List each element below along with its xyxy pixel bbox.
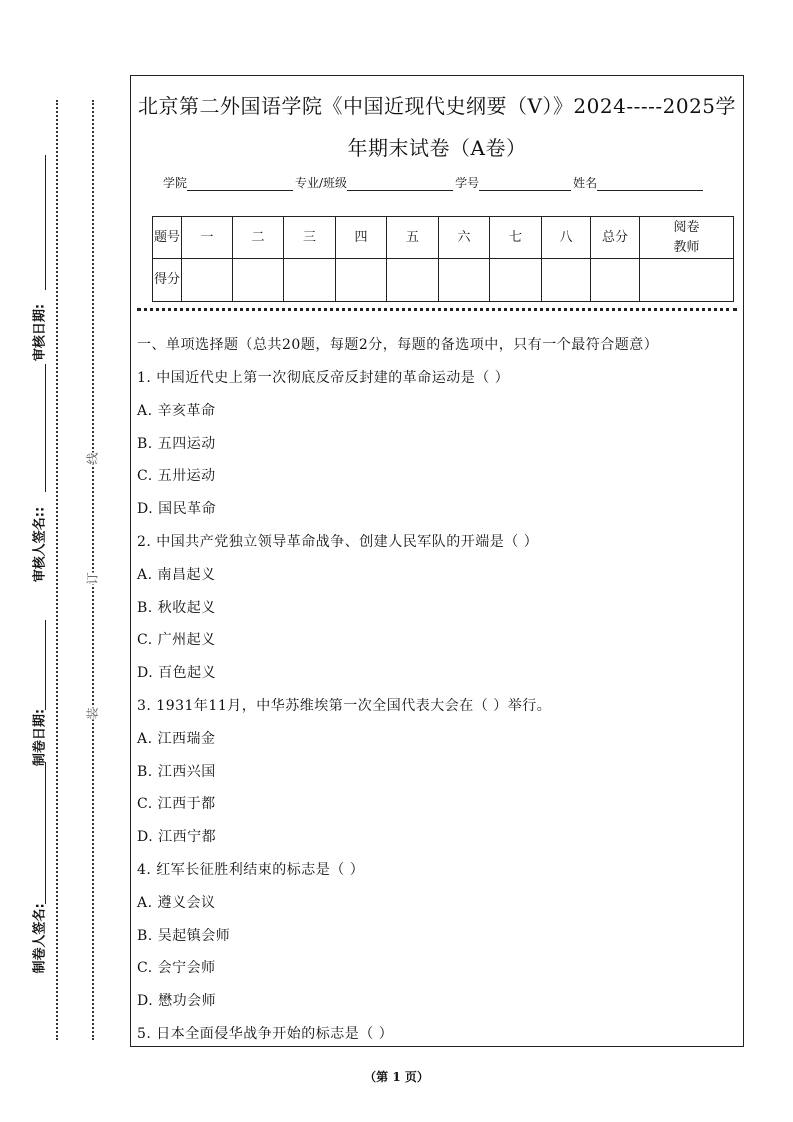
section-heading: 一、单项选择题（总共20题，每题2分，每题的备选项中，只有一个最符合题意） [137, 337, 659, 353]
answer-option: C. 五卅运动 [137, 468, 216, 485]
column-header: 四 [336, 217, 387, 259]
answer-option: B. 五四运动 [137, 435, 216, 452]
exam-title: 北京第二外国语学院《中国近现代史纲要（V）》2024-----2025学 [137, 94, 737, 118]
cut-dotted-line [92, 100, 94, 1040]
signature-line [45, 364, 46, 492]
answer-option: A. 江西瑞金 [137, 730, 216, 747]
student-info [163, 174, 705, 191]
exam-title-line2: 年期末试卷（A卷） [347, 136, 527, 160]
question-stem: 2. 中国共产党独立领导革命战争、创建人民军队的开端是（ ） [137, 534, 539, 550]
exam-content-frame [130, 75, 744, 1047]
score-cell[interactable] [490, 259, 542, 302]
page-number: （第 1 页） [364, 1070, 429, 1084]
compiler-signature-label: 制卷人签名: [32, 903, 48, 974]
score-cell[interactable] [439, 259, 490, 302]
compile-date-label: 制卷日期: [32, 708, 48, 767]
fold-mark: 装 [85, 707, 100, 720]
column-header: 阅卷教师 [640, 217, 734, 259]
major-label: 专业/班级 [295, 176, 348, 190]
answer-option: A. 辛亥革命 [137, 402, 216, 419]
answer-option: D. 百色起义 [137, 665, 217, 682]
answer-option: D. 国民革命 [137, 501, 217, 518]
answer-option: B. 秋收起义 [137, 599, 216, 616]
question-stem: 3. 1931年11月，中华苏维埃第一次全国代表大会在（ ）举行。 [137, 698, 552, 714]
answer-option: C. 会宁会师 [137, 960, 216, 977]
question-stem: 4. 红军长征胜利结束的标志是（ ） [137, 862, 365, 878]
score-cell[interactable] [336, 259, 387, 302]
score-cell[interactable] [233, 259, 284, 302]
separator-dotted-line [137, 308, 737, 311]
college-label: 学院 [163, 176, 188, 190]
row-label-question-no: 题号 [153, 217, 182, 259]
student-id-field[interactable] [479, 178, 571, 191]
name-field[interactable] [597, 178, 703, 191]
answer-option: B. 江西兴国 [137, 763, 216, 780]
answer-option: C. 江西于都 [137, 796, 216, 813]
column-header: 总分 [591, 217, 640, 259]
answer-option: D. 懋功会师 [137, 993, 217, 1010]
row-label-score: 得分 [153, 259, 182, 302]
column-header: 一 [182, 217, 233, 259]
question-stem: 1. 中国近代史上第一次彻底反帝反封建的革命运动是（ ） [137, 370, 510, 386]
binding-dotted-line [56, 100, 58, 1040]
signature-line [45, 155, 46, 290]
bind-mark: 订 [85, 572, 100, 585]
column-header: 三 [284, 217, 336, 259]
column-header: 八 [542, 217, 591, 259]
answer-option: A. 遵义会议 [137, 894, 216, 911]
line-mark: 线 [85, 452, 100, 465]
score-cell[interactable] [542, 259, 591, 302]
signature-line [45, 762, 46, 904]
answer-option: C. 广州起义 [137, 632, 216, 649]
score-cell[interactable] [182, 259, 233, 302]
student-id-label: 学号 [455, 176, 480, 190]
review-date-label: 审核日期: [32, 303, 48, 362]
score-cell[interactable] [284, 259, 336, 302]
score-table [152, 216, 734, 302]
college-field[interactable] [187, 178, 293, 191]
signature-line [45, 620, 46, 710]
question-stem: 5. 日本全面侵华战争开始的标志是（ ） [137, 1026, 394, 1042]
score-cell[interactable] [591, 259, 640, 302]
column-header: 二 [233, 217, 284, 259]
answer-option: D. 江西宁都 [137, 829, 217, 846]
answer-option: A. 南昌起义 [137, 566, 216, 583]
name-label: 姓名 [573, 176, 598, 190]
column-header: 五 [387, 217, 439, 259]
score-cell[interactable] [387, 259, 439, 302]
column-header: 七 [490, 217, 542, 259]
major-field[interactable] [347, 178, 453, 191]
score-cell[interactable] [640, 259, 734, 302]
reviewer-signature-label: 审核人签名:: [32, 506, 48, 583]
answer-option: B. 吴起镇会师 [137, 927, 231, 944]
column-header: 六 [439, 217, 490, 259]
